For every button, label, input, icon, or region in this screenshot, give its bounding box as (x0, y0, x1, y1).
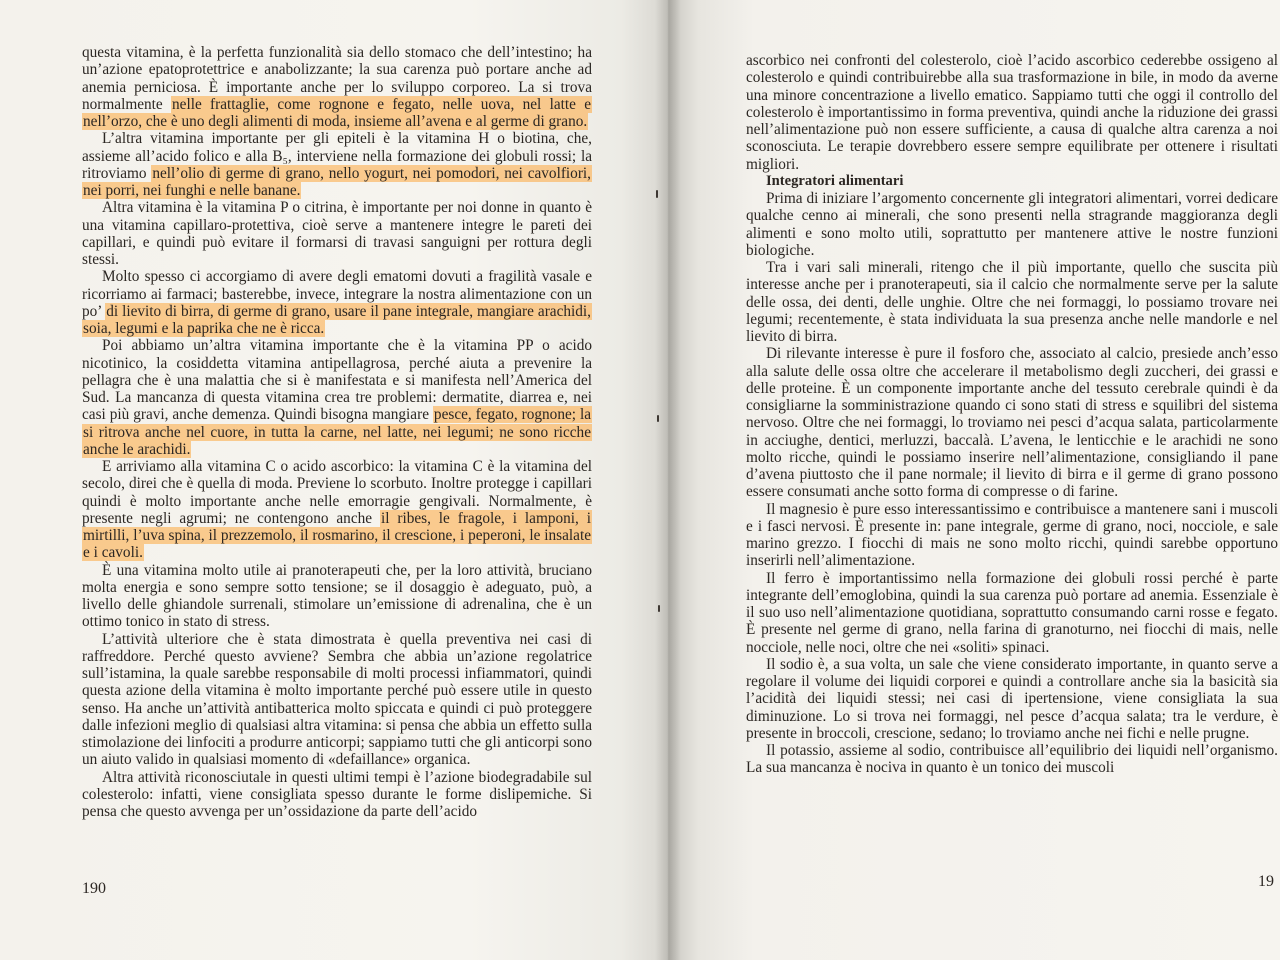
paragraph (82, 337, 592, 458)
highlighted-text: di lievito di birra, di germe di grano, usare il pane integrale, mangiare arachidi, soia, legumi e la paprika che ne è ricca. (83, 302, 591, 337)
paragraph (746, 656, 1278, 742)
text-run: Altra vitamina è la vitamina P o citrina, è importante per noi donne in quanto è una vitamina capillaro-protettiva, cioè serve a mantenere integre le pareti dei capillari, e quindi può evitare il formarsi di travasi sanguigni per rottura degli stessi. (82, 199, 592, 268)
highlighted-text: pesce, fegato, rognone; la si ritrova anche nel cuore, in tutta la carne, nel latte, nei legumi; ne sono ricche anche le arachidi. (83, 406, 591, 458)
paragraph (82, 130, 592, 199)
right-page (668, 0, 1280, 960)
paragraph (746, 742, 1278, 777)
gutter-shadow (655, 0, 681, 960)
text-run: questa vitamina, è la perfetta funzionalità sia dello stomaco che dell’intestino; ha un’azione epatoprotettrice e anabolizzante; la sua carenza può portare anche ad anemia perniciosa. È importante anche per lo sviluppo corporeo. La si trova normalmente (82, 44, 592, 113)
text-run: Di rilevante interesse è pure il fosforo che, associato al calcio, presiede anch’esso alla salute delle ossa oltre che accelerare il metabolismo degli zuccheri, dei grassi e delle proteine. È un componente importante anche del tessuto cerebrale quindi è da consigliarne la somministrazione quando ci sono stati di stress e squilibri del sistema nervoso. Oltre che nei formaggi, lo troviamo nei pesci d’acqua salata, particolarmente in acciughe, dentici, merluzzi, baccalà. L’avena, le lenticchie e le arachidi ne sono molto ricche, quindi le possiamo inserire nell’alimentazione, consigliando il pane d’avena piuttosto che il pane normale; il lievito di birra e il germe di grano possono essere consumati anche sotto forma di compresse o di farine. (746, 345, 1278, 501)
text-run: Molto spesso ci accorgiamo di avere degli ematomi dovuti a fragilità vasale e ricorriamo ai farmaci; basterebbe, invece, integrare la nostra alimentazione con un po’ (82, 268, 592, 320)
text-run: Tra i vari sali minerali, ritengo che il più importante, quello che suscita più interesse anche per i pranoterapeuti, sia il calcio che normalmente serve per la salute delle ossa, dei denti, delle unghie. Oltre che nei formaggi, lo possiamo trovare nei legumi; recentemente, è stata individuata la sua presenza anche nelle mandorle e nel lievito di birra. (746, 259, 1278, 345)
text-run: E arriviamo alla vitamina C o acido ascorbico: la vitamina C è la vitamina del secolo, direi che è quella di moda. Previene lo scorbuto. Inoltre protegge i capillari quindi è molto importante anche nelle emorragie gengivali. Normalmente, è presente negli agrumi; ne contengono anche (82, 458, 592, 527)
highlighted-text: nelle frattaglie, come rognone e fegato, nelle uova, nel latte e nell’orzo, che è uno degli alimenti di moda, insieme all’avena e al germe di grano. (83, 95, 591, 130)
paragraph (746, 52, 1278, 173)
paragraph (746, 259, 1278, 345)
paragraph (746, 570, 1278, 656)
paragraph (82, 631, 592, 769)
text-run: Il potassio, assieme al sodio, contribuisce all’equilibrio dei liquidi nell’organismo. La sua mancanza è nociva in quanto è un tonico dei muscoli (746, 742, 1278, 777)
text-run: Poi abbiamo un’altra vitamina importante che è la vitamina PP o acido nicotinico, la cosiddetta vitamina antipellagrosa, perché aiuta a prevenire la pellagra che è una malattia che si è manifestata e si manifesta nell’America del Sud. La mancanza di questa vitamina crea tre problemi: dermatite, diarrea e, nei casi più gravi, anche demenza. Quindi bisogna mangiare (82, 337, 592, 424)
paragraph (746, 345, 1278, 500)
paragraph (746, 501, 1278, 570)
paragraph (82, 562, 592, 631)
text-run: Altra attività riconosciutale in questi ultimi tempi è l’azione biodegradabile sul colesterolo: infatti, viene consigliata spesso durante le forme dislipemiche. Si pensa che questo avvenga per un’ossidazione da parte dell’acido (82, 768, 592, 820)
paragraph (82, 199, 592, 268)
paragraph (746, 190, 1278, 259)
text-run: Il sodio è, a sua volta, un sale che viene considerato importante, in quanto serve a regolare il volume dei liquidi corporei e quindi a controllare anche sia la basicità sia l’acidità dei liquidi stessi; nei casi di ipertensione, viene consigliata la sua diminuzione. Lo si trova nei formaggi, nel pesce d’acqua salata; tra le verdure, è presente in broccoli, crescione, sedano; lo troviamo anche nei fichi e nelle prugne. (746, 655, 1278, 742)
text-run: L’attività ulteriore che è stata dimostrata è quella preventiva nei casi di raffreddore. Perché questo avviene? Sembra che abbia un’azione regolatrice sull’istamina, la quale sarebbe responsabile di molti processi infiammatori, quindi questa azione della vitamina è molto importante perché può essere utile in questo senso. Ha anche un’attività antibatterica molto spiccata e quindi ci può proteggere dalle infezioni meglio di qualsiasi altra vitamina: si pensa che abbia un effetto sulla stimolazione dei linfociti a produrre anticorpi; sappiamo tutti che gli anticorpi sono un aiuto valido in qualsiasi momento di «defaillance» organica. (82, 630, 592, 769)
right-page-number: 19 (1258, 873, 1274, 890)
highlighted-text: nell’olio di germe di grano, nello yogurt, nei pomodori, nei cavolfiori, nei porri, nei funghi e nelle banane. (83, 164, 591, 199)
text-run: L’altra vitamina importante per gli epiteli è la vitamina H o biotina, che, assieme all’acido folico e alla B₅, interviene nella formazione dei globuli rossi; la ritroviamo (82, 130, 592, 182)
text-run: È una vitamina molto utile ai pranoterapeuti che, per la loro attività, bruciano molta energia e sono sempre sotto tensione; se il dosaggio è adeguato, può, a livello delle ghiandole surrenali, stimolare un’emissione di adrenalina, che è un ottimo tonico in stato di stress. (82, 561, 592, 631)
paragraph (82, 769, 592, 821)
text-run: Il ferro è importantissimo nella formazione dei globuli rossi perché è parte integrante dell’emoglobina, quindi la sua carenza può portare ad anemia. Essenziale è il suo uso nell’alimentazione quotidiana, soprattutto consumando carni rosse e fegato. È presente nel germe di grano, nella farina di granoturno, nei fiocchi di mais, nelle nocciole, nelle noci, oltre che nei «soliti» spinaci. (746, 569, 1278, 656)
left-page-number: 190 (82, 880, 106, 897)
paragraph (82, 458, 592, 562)
paragraph (82, 44, 592, 130)
text-run: Il magnesio è pure esso interessantissimo e contribuisce a mantenere sani i muscoli e i fasci nervosi. È presente in: pane integrale, germe di grano, noci, nocciole, e sale marino grezzo. I fiocchi di mais ne sono molto ricchi, quindi sarebbe opportuno inserirli nell’alimentazione. (746, 500, 1278, 570)
text-run: ascorbico nei confronti del colesterolo, cioè l’acido ascorbico cederebbe ossigeno al colesterolo e quindi contribuirebbe alla sua trasformazione in bile, in modo da averne una minore concentrazione a livello ematico. Sappiamo tutti che oggi il controllo del colesterolo è importantissimo in forma preventiva, quindi anche la riduzione dei grassi nell’alimentazione può non essere sufficiente, a causa di qualche altra carenza a noi sconosciuta. Le terapie dovrebbero essere sempre equilibrate per ottenere i risultati migliori. (746, 52, 1278, 173)
left-page-text (82, 44, 592, 820)
section-heading: Integratori alimentari (766, 172, 904, 189)
right-page-text (746, 52, 1278, 777)
paragraph (82, 268, 592, 337)
highlighted-text: il ribes, le fragole, i lamponi, i mirtilli, l’uva spina, il prezzemolo, il rosmarino, il crescione, i peperoni, le insalate e i cavoli. (83, 509, 591, 562)
text-run: Prima di iniziare l’argomento concernente gli integratori alimentari, vorrei dedicare qualche cenno ai minerali, che sono presenti nella stragrande maggioranza degli alimenti e sono molto utili, soprattutto per mantenere attive le nostre funzioni biologiche. (746, 190, 1278, 259)
